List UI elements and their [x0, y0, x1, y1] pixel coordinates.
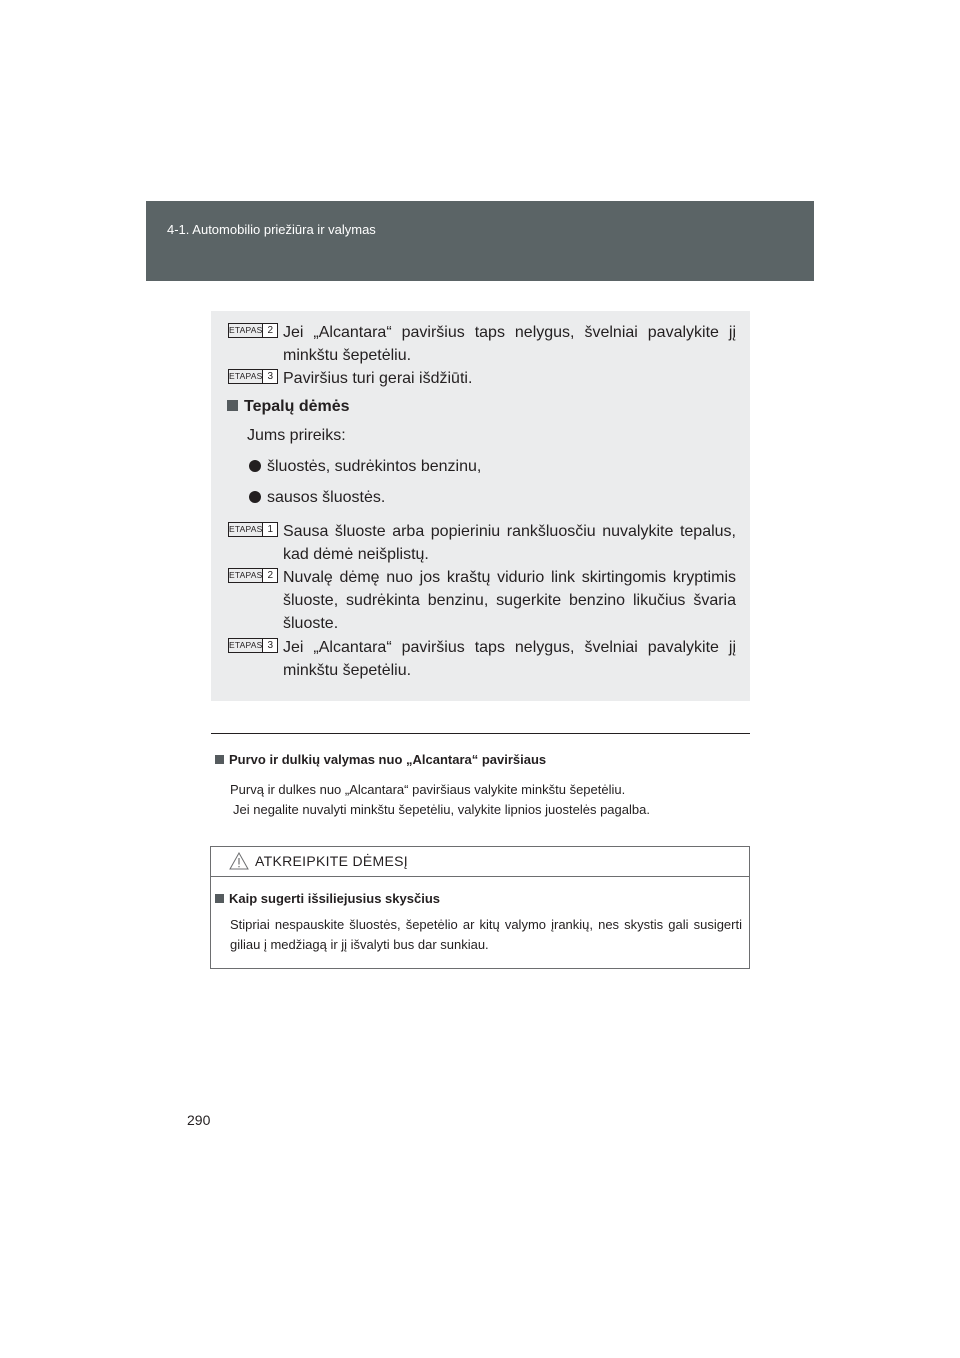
note-line: Jei negalite nuvalyti minkštu šepetėliu, valykite lipnios juostelės pagalba. [233, 802, 650, 817]
caution-header [211, 847, 749, 877]
note-heading [215, 752, 546, 767]
step-badge [228, 638, 278, 653]
step-badge-word: ETAPAS [229, 371, 263, 381]
step-badge-word: ETAPAS [229, 325, 263, 335]
step-badge [228, 323, 278, 338]
step-number: 2 [262, 324, 277, 337]
bullet-dot-icon [249, 460, 261, 472]
caution-label: ATKREIPKITE DĖMESĮ [255, 853, 408, 869]
step-item [228, 321, 736, 367]
page-number: 290 [187, 1112, 211, 1128]
square-bullet-icon [227, 400, 238, 411]
divider [211, 733, 750, 734]
note-title: Purvo ir dulkių valymas nuo „Alcantara“ paviršiaus [229, 752, 547, 767]
step-item [228, 566, 736, 635]
step-number: 3 [262, 639, 277, 652]
note-body [230, 780, 750, 820]
square-bullet-icon [215, 894, 224, 903]
step-badge-word: ETAPAS [229, 524, 263, 534]
caution-title: Kaip sugerti išsiliejusius skysčius [229, 891, 440, 906]
step-item [228, 367, 736, 390]
step-badge-word: ETAPAS [229, 570, 263, 580]
instructions-box [211, 311, 750, 701]
subsection-heading [227, 398, 350, 416]
needs-item [249, 486, 385, 509]
step-badge [228, 568, 278, 583]
step-text: Jei „Alcantara“ paviršius taps nelygus, švelniai pavalykite jį minkštu šepetėliu. [283, 639, 736, 679]
square-bullet-icon [215, 755, 224, 764]
warning-triangle-icon [229, 852, 249, 870]
needs-item-text: sausos šluostės. [267, 489, 386, 506]
caution-heading [215, 891, 440, 906]
step-badge [228, 522, 278, 537]
needs-item [249, 455, 481, 478]
section-header-bar [146, 201, 814, 281]
section-title: 4-1. Automobilio priežiūra ir valymas [167, 222, 376, 237]
step-number: 2 [262, 569, 277, 582]
step-item [228, 636, 736, 682]
step-badge [228, 369, 278, 384]
step-text: Jei „Alcantara“ paviršius taps nelygus, švelniai pavalykite jį minkštu šepetėliu. [283, 324, 736, 364]
caution-text: Stipriai nespauskite šluostės, šepetėlio ar kitų valymo įrankių, nes skystis gali susigerti giliau į medžiagą ir jį išvalyti bus dar sunkiau. [230, 917, 742, 952]
step-text: Paviršius turi gerai išdžiūti. [283, 370, 473, 387]
needs-item-text: šluostės, sudrėkintos benzinu, [267, 458, 482, 475]
subsection-title: Tepalų dėmės [244, 398, 350, 415]
needs-label: Jums prireiks: [247, 427, 346, 444]
bullet-dot-icon [249, 491, 261, 503]
caution-box [210, 846, 750, 969]
step-text: Sausa šluoste arba popieriniu rankšluosčiu nuvalykite tepalus, kad dėmė neišplistų. [283, 523, 736, 563]
step-text: Nuvalę dėmę nuo jos kraštų vidurio link skirtingomis kryptimis šluoste, sudrėkinta benzinu, sugerkite benzino likučius švaria šluoste. [283, 569, 736, 632]
step-badge-word: ETAPAS [229, 640, 263, 650]
step-number: 1 [262, 523, 277, 536]
step-item [228, 520, 736, 566]
note-line: Purvą ir dulkes nuo „Alcantara“ paviršiaus valykite minkštu šepetėliu. [230, 782, 626, 797]
step-number: 3 [262, 370, 277, 383]
